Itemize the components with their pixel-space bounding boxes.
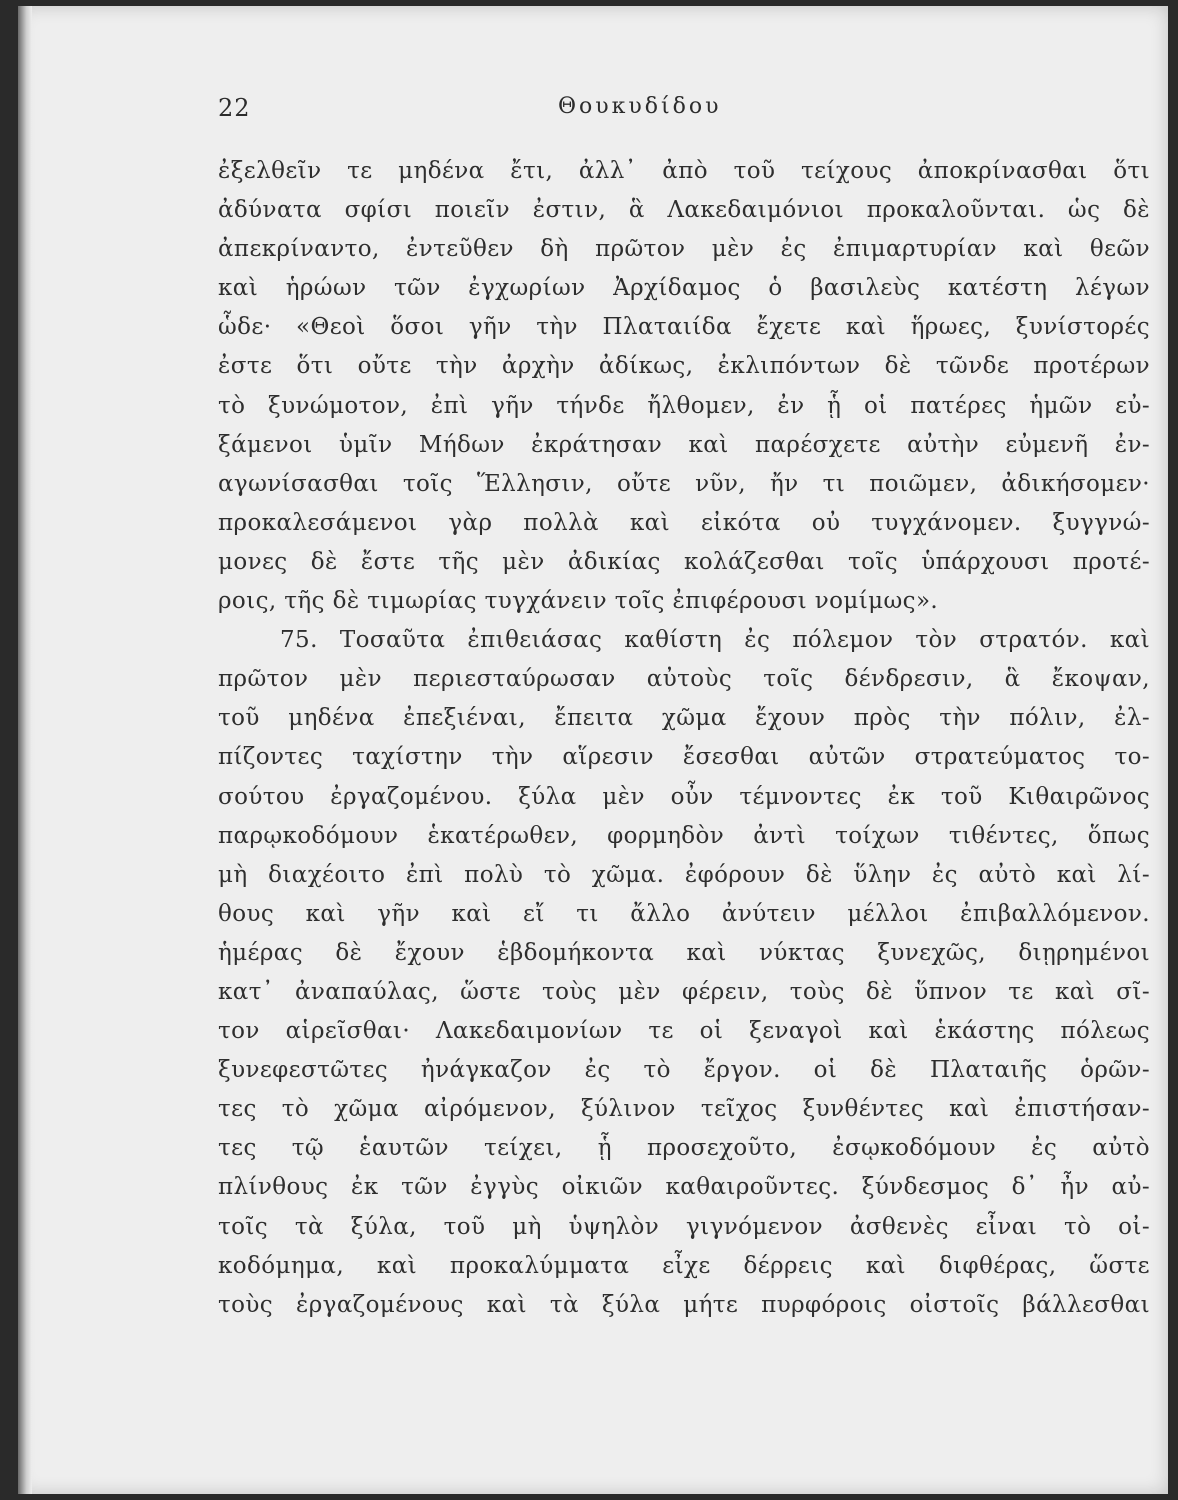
- book-page: [18, 6, 1168, 1494]
- text-line: τοῦ μηδένα ἐπεξιέναι, ἔπειτα χῶμα ἔχουν πρὸς τὴν πόλιν, ἐλ-: [218, 705, 1150, 732]
- text-line: ξάμενοι ὑμῖν Μήδων ἐκράτησαν καὶ παρέσχετε αὐτὴν εὐμενῆ ἐν-: [218, 431, 1150, 458]
- text-line: ἀπεκρίναντο, ἐντεῦθεν δὴ πρῶτον μὲν ἐς ἐπιμαρτυρίαν καὶ θεῶν: [218, 236, 1150, 263]
- text-line: πρῶτον μὲν περιεσταύρωσαν αὐτοὺς τοῖς δένδρεσιν, ἃ ἔκοψαν,: [218, 666, 1150, 693]
- text-line: ἡμέρας δὲ ἔχουν ἑβδομήκοντα καὶ νύκτας ξυνεχῶς, διῃρημένοι: [218, 939, 1150, 966]
- text-line: μὴ διαχέοιτο ἐπὶ πολὺ τὸ χῶμα. ἐφόρουν δὲ ὕλην ἐς αὐτὸ καὶ λί-: [218, 861, 1150, 888]
- text-line: τες τῷ ἑαυτῶν τείχει, ᾗ προσεχοῦτο, ἐσῳκοδόμουν ἐς αὐτὸ: [218, 1135, 1150, 1162]
- text-line: τες τὸ χῶμα αἰρόμενον, ξύλινον τεῖχος ξυνθέντες καὶ ἐπιστήσαν-: [218, 1096, 1150, 1123]
- page-header: [218, 94, 1128, 130]
- text-line: ἐστε ὅτι οὔτε τὴν ἀρχὴν ἀδίκως, ἐκλιπόντων δὲ τῶνδε προτέρων: [218, 353, 1150, 380]
- page-number: 22: [218, 94, 251, 122]
- text-line: τοῖς τὰ ξύλα, τοῦ μὴ ὑψηλὸν γιγνόμενον ἀσθενὲς εἶναι τὸ οἰ-: [218, 1213, 1150, 1240]
- text-line: τον αἱρεῖσθαι· Λακεδαιμονίων τε οἱ ξεναγοὶ καὶ ἑκάστης πόλεως: [218, 1018, 1150, 1045]
- text-line: πλίνθους ἐκ τῶν ἐγγὺς οἰκιῶν καθαιροῦντες. ξύνδεσμος δ᾽ ἦν αὐ-: [218, 1174, 1150, 1201]
- text-line: κοδόμημα, καὶ προκαλύμματα εἶχε δέρρεις καὶ διφθέρας, ὥστε: [218, 1252, 1150, 1279]
- text-line: ἀδύνατα σφίσι ποιεῖν ἐστιν, ἃ Λακεδαιμόνιοι προκαλοῦνται. ὡς δὲ: [218, 197, 1150, 224]
- page-binding-shadow: [18, 6, 32, 1494]
- text-line: προκαλεσάμενοι γὰρ πολλὰ καὶ εἰκότα οὐ τυγχάνομεν. ξυγγνώ-: [218, 509, 1150, 536]
- text-line: καὶ ἡρώων τῶν ἐγχωρίων Ἀρχίδαμος ὁ βασιλεὺς κατέστη λέγων: [218, 275, 1150, 302]
- section-75-start-line: 75. Τοσαῦτα ἐπιθειάσας καθίστη ἐς πόλεμον τὸν στρατόν. καὶ: [280, 627, 1150, 654]
- text-line: κατ᾽ ἀναπαύλας, ὥστε τοὺς μὲν φέρειν, τοὺς δὲ ὕπνον τε καὶ σῖ-: [218, 978, 1150, 1005]
- text-line: τὸ ξυνώμοτον, ἐπὶ γῆν τήνδε ἤλθομεν, ἐν ᾗ οἱ πατέρες ἡμῶν εὐ-: [218, 392, 1150, 419]
- text-line: παρῳκοδόμουν ἑκατέρωθεν, φορμηδὸν ἀντὶ τοίχων τιθέντες, ὅπως: [218, 822, 1150, 849]
- text-line: ἐξελθεῖν τε μηδένα ἔτι, ἀλλ᾽ ἀπὸ τοῦ τείχους ἀποκρίνασθαι ὅτι: [218, 158, 1150, 184]
- text-line: αγωνίσασθαι τοῖς Ἕλλησιν, οὔτε νῦν, ἤν τι ποιῶμεν, ἀδικήσομεν·: [218, 470, 1150, 497]
- text-line: ξυνεφεστῶτες ἠνάγκαζον ἐς τὸ ἔργον. οἱ δὲ Πλαταιῆς ὁρῶν-: [218, 1057, 1150, 1084]
- text-line: σούτου ἐργαζομένου. ξύλα μὲν οὖν τέμνοντες ἐκ τοῦ Κιθαιρῶνος: [218, 783, 1150, 810]
- running-head: Θουκυδίδου: [558, 94, 722, 119]
- body-text: [218, 152, 1150, 1325]
- text-line: πίζοντες ταχίστην τὴν αἵρεσιν ἔσεσθαι αὐτῶν στρατεύματος το-: [218, 744, 1150, 771]
- text-line: μονες δὲ ἔστε τῆς μὲν ἀδικίας κολάζεσθαι τοῖς ὑπάρχουσι προτέ-: [218, 548, 1150, 575]
- text-line: ὧδε· «Θεοὶ ὅσοι γῆν τὴν Πλαταιίδα ἔχετε καὶ ἥρωες, ξυνίστορές: [218, 314, 1150, 341]
- text-line: τοὺς ἐργαζομένους καὶ τὰ ξύλα μήτε πυρφόροις οἰστοῖς βάλλεσθαι: [218, 1291, 1150, 1318]
- text-line: ροις, τῆς δὲ τιμωρίας τυγχάνειν τοῖς ἐπιφέρουσι νομίμως».: [218, 588, 939, 615]
- text-line: θους καὶ γῆν καὶ εἴ τι ἄλλο ἀνύτειν μέλλοι ἐπιβαλλόμενον.: [218, 900, 1150, 927]
